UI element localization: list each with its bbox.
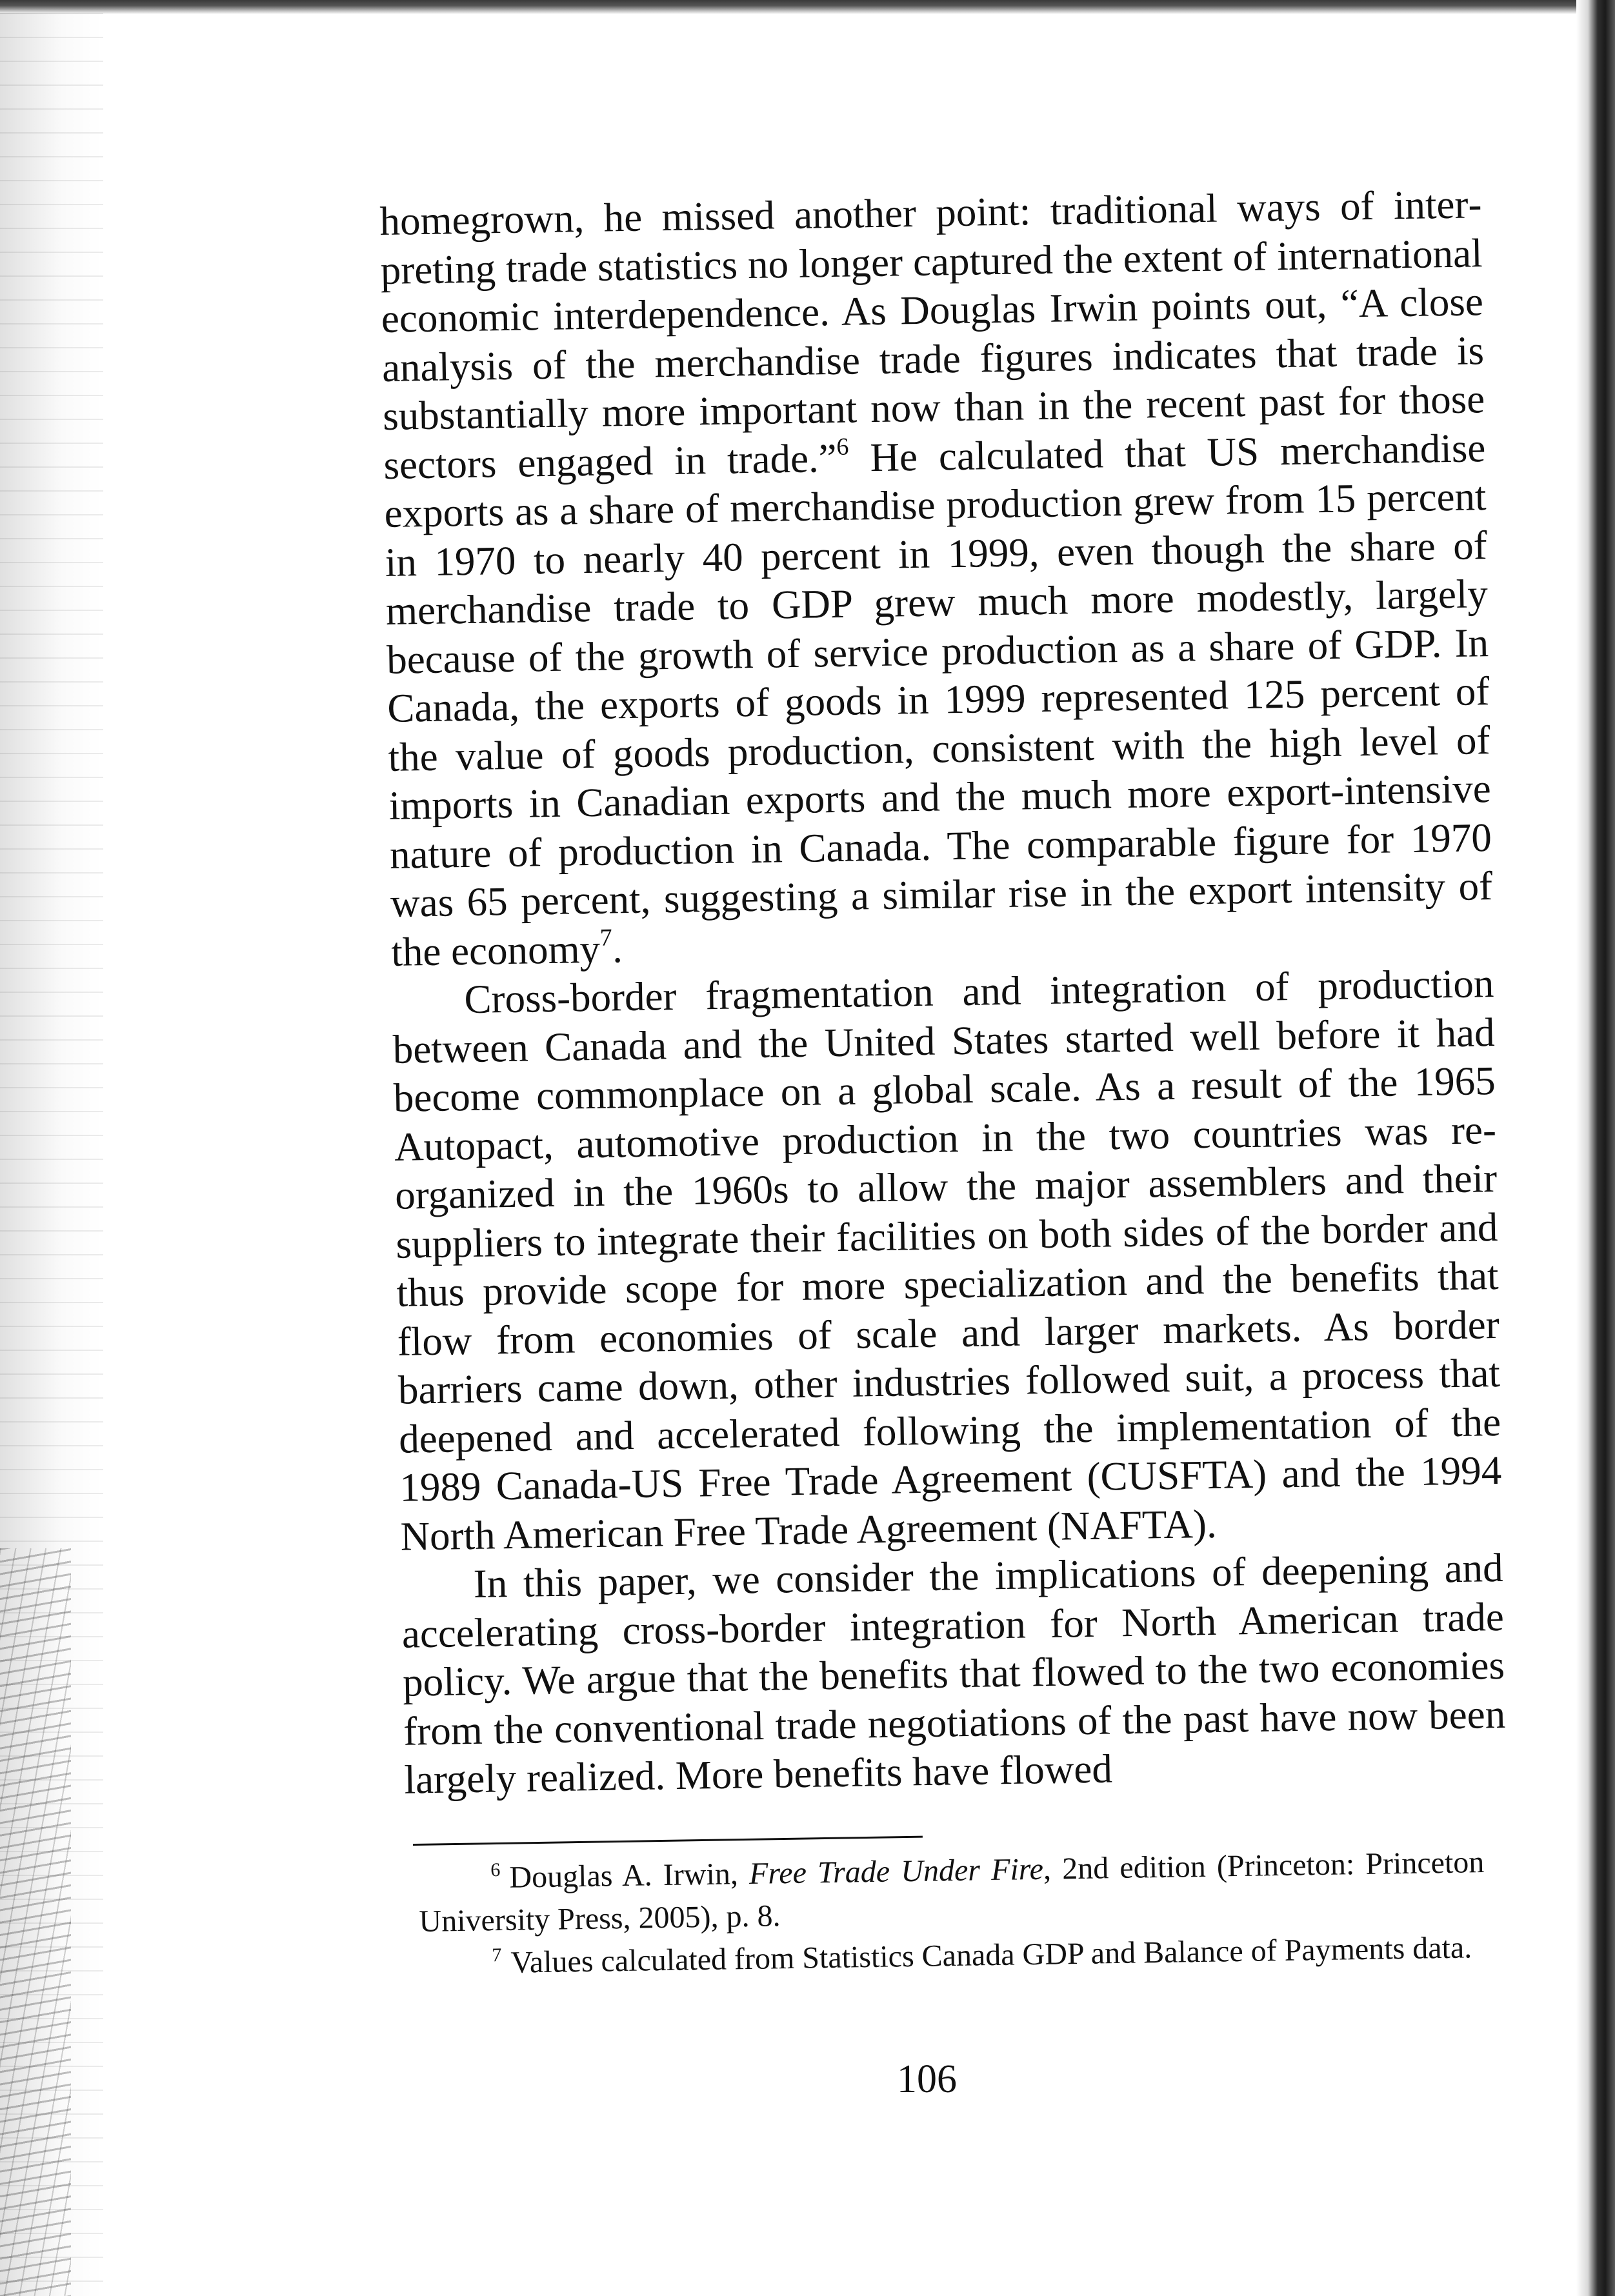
paragraph-1-end: . xyxy=(612,925,623,971)
footnote-6-number: 6 xyxy=(490,1859,501,1881)
paragraph-1-continued: He calculated that US merchandise exports as a share of merchandise production grew from 15 percent in 1970 to nearly 40 percent in 1999, even though the share of merchandise trade to GDP grew much more modestly, largely because of the growth of service production as a share of GDP. In Canada, the exports of goods in 1999 represented 125 percent of the value of goods production, consistent with the high level of imports in Canadian exports and the much more export-intensive nature of production in Canada. The comparable figure for 1970 was 65 percent, suggesting a similar rise in the export intensity of the economy xyxy=(384,424,1493,975)
footnote-6-title: Free Trade Under Fire xyxy=(748,1852,1044,1891)
footnote-6-author: Douglas A. Irwin, xyxy=(509,1856,750,1895)
footnote-7-text: Values calculated from Statistics Canada GDP and Balance of Payments data. xyxy=(510,1930,1472,1980)
body-text xyxy=(379,180,1507,1804)
paragraph-1 xyxy=(379,180,1494,977)
paragraph-3: In this paper, we consider the implications of deepening and accelerating cross-border integration for North American trade policy. We argue that the benefits that flowed to the two economies from the conventional trade negotiations of the past have now been largely realized. More benefits have flowed xyxy=(401,1544,1506,1802)
paragraph-1-text: homegrown, he missed another point: traditional ways of interpreting trade statistics no longer captured the extent of international economic interdependence. As Douglas Irwin points out, “A close analysis of the merchandise trade figures indicates that trade is substantially more important now than in the recent past for those sectors engaged in trade.” xyxy=(379,181,1485,488)
footnote-6-rest: , 2nd edition (Princeton: Princeton University Press, 2005), p. 8. xyxy=(419,1845,1485,1939)
page-number: 106 xyxy=(897,2057,957,2101)
footnote-ref-6: 6 xyxy=(836,433,849,461)
footnotes xyxy=(418,1841,1486,1986)
footnote-ref-7: 7 xyxy=(599,923,613,952)
footnote-divider xyxy=(413,1836,923,1846)
scan-left-margin-noise xyxy=(0,1548,71,2296)
scan-right-edge xyxy=(1576,0,1615,2296)
scan-top-edge xyxy=(0,0,1615,14)
footnote-7-number: 7 xyxy=(492,1944,502,1966)
paragraph-2: Cross-border fragmentation and integration of production between Canada and the United States started well before it had become commonplace on a global scale. As a result of the 1965 Autopact, automotive production in the two countries was reorganized in the 1960s to allow the major assemblers and their suppliers to integrate their facilities on both sides of the border and thus provide scope for more specialization and the benefits that flow from economies of scale and larger markets. As border barriers came down, other industries followed suit, a process that deepened and accelerated following the implementation of the 1989 Canada-US Free Trade Agreement (CUSFTA) and the 1994 North American Free Trade Agreement (NAFTA). xyxy=(392,961,1502,1559)
footnote-6 xyxy=(418,1841,1485,1943)
